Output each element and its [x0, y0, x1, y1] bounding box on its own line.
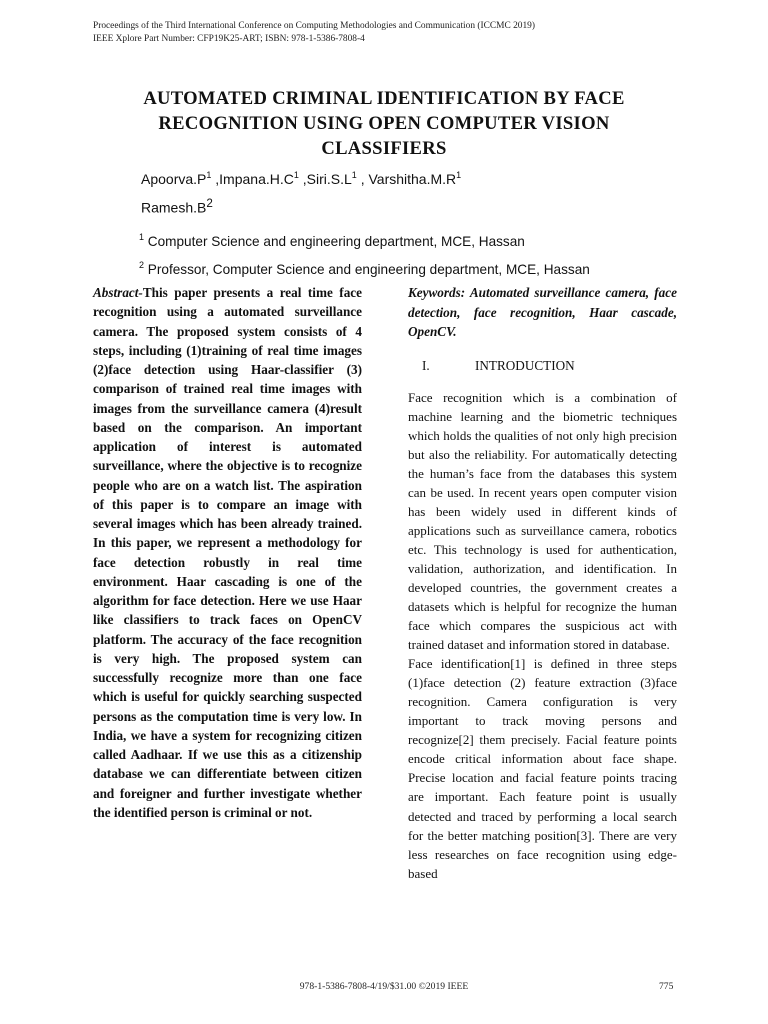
- author-5: Ramesh.B: [141, 199, 207, 216]
- header-line-1: Proceedings of the Third International Conference on Computing Methodologies and Communication (ICCMC 2019): [93, 21, 535, 31]
- abstract-text: This paper presents a real time face recognition using a automated surveillance camera. The proposed system consists of 4 steps, including (1)training of real time images (2)face detection using Haar-classifier (3) comparison of trained real time images with images from the surveillance camera (4)result based on the comparison. An important application of interest is automated surveillance, where the objective is to recognize people who are on a watch list. The aspiration of this paper is to compare an image with several images which has been already trained. In this paper, we represent a methodology for face detection robustly in real time environment. Haar cascading is one of the algorithm for face detection. Here we use Haar like classifiers to track faces on OpenCV platform. The accuracy of the face recognition is very high. The proposed system can successfully recognize more than one face which is useful for quickly searching suspected persons as the computation time is very low. In India, we have a system for recognizing citizen called Aadhaar. If we use this as a citizenship database we can differentiate between citizen and foreigner and further investigate whether the identified person is criminal or not.: [93, 285, 362, 820]
- affiliation-1-mark: 1: [139, 232, 145, 242]
- author-4: , Varshitha.M.R: [356, 171, 457, 187]
- affiliation-2: [139, 256, 590, 279]
- author-2-affil: 1: [293, 170, 299, 180]
- right-column: [408, 283, 677, 883]
- author-4-affil: 1: [456, 170, 462, 180]
- paper-title: [60, 86, 708, 161]
- affiliation-2-mark: 2: [139, 260, 145, 270]
- title-line-2: RECOGNITION USING OPEN COMPUTER VISION: [158, 113, 610, 134]
- keywords: Keywords: Automated surveillance camera, face detection, face recognition, Haar cascade, OpenCV.: [408, 285, 677, 339]
- copyright-footer: 978-1-5386-7808-4/19/$31.00 ©2019 IEEE: [299, 981, 469, 992]
- left-column: [93, 283, 362, 822]
- author-2: ,Impana.H.C: [211, 171, 294, 187]
- author-1-affil: 1: [206, 170, 212, 180]
- author-1: Apoorva.P: [141, 171, 207, 187]
- intro-paragraph-2: Face identification[1] is defined in three steps (1)face detection (2) feature extraction (3)face recognition. Camera configuration is very important to track moving persons and recognize[2] them precisely. Facial feature points encode critical information about face shape. Precise location and facial feature points tracing are important. Each feature point is usually detected and traced by performing a local search for the better matching position[3]. There are very less researches on face recognition using edge-based: [408, 656, 677, 881]
- page-number: 775: [659, 981, 674, 992]
- section-number: I.: [422, 357, 430, 373]
- author-5-affil: 2: [206, 197, 213, 210]
- abstract-label: Abstract-: [93, 285, 143, 300]
- author-list: [141, 166, 461, 188]
- author-list-2: [141, 195, 213, 217]
- author-3-affil: 1: [351, 170, 357, 180]
- header-line-2: IEEE Xplore Part Number: CFP19K25-ART; ISBN: 978-1-5386-7808-4: [93, 34, 365, 44]
- title-line-1: AUTOMATED CRIMINAL IDENTIFICATION BY FACE: [143, 88, 625, 109]
- affiliation-2-text: Professor, Computer Science and engineering department, MCE, Hassan: [147, 262, 590, 277]
- title-line-3: CLASSIFIERS: [321, 138, 447, 159]
- affiliation-1-text: Computer Science and engineering department, MCE, Hassan: [147, 234, 525, 249]
- conference-header: [93, 20, 535, 46]
- section-heading: [408, 356, 677, 375]
- section-title: INTRODUCTION: [475, 357, 575, 373]
- intro-paragraph-1: Face recognition which is a combination of machine learning and the biometric techniques which holds the qualities of not only high precision but also the reliability. For automatically detecting the human’s face from the databases this system can be used. In recent years open computer vision has been widely used in different kinds of applications such as surveillance camera, robotics etc. This technology is used for authentication, validation, authorization, and identification. In developed countries, the government creates a datasets which is helpful for recognize the human face which compares the suspicious act with trained dataset and information stored in database.: [408, 389, 677, 653]
- affiliation-1: [139, 228, 525, 251]
- abstract: [93, 283, 362, 822]
- author-3: ,Siri.S.L: [298, 171, 352, 187]
